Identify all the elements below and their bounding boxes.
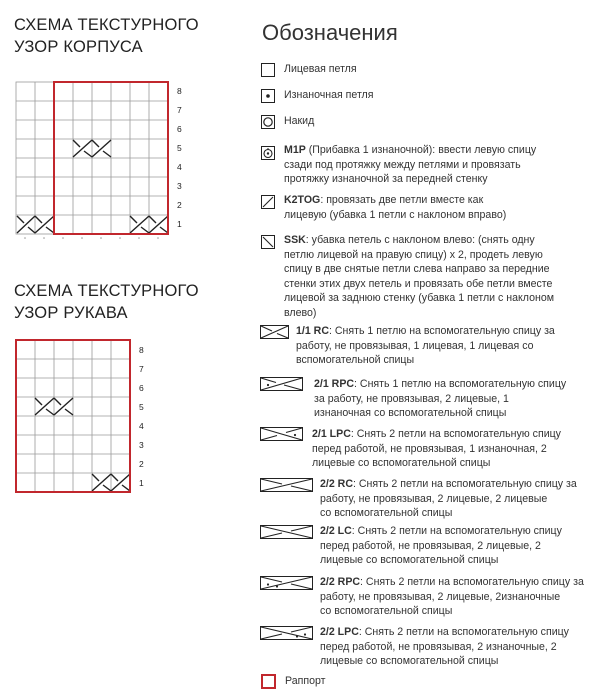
chart2-row-number: 4 [139, 421, 144, 431]
m1p-icon [261, 146, 275, 160]
chart1-row-number: 5 [177, 143, 182, 153]
chart1-bottom-ticks [24, 237, 159, 239]
chart2-row-number: 1 [139, 478, 144, 488]
cable-2-2-lpc-icon [260, 626, 315, 641]
cable-2-1-rpc-icon [260, 377, 305, 392]
chart1-row-number: 1 [177, 219, 182, 229]
legend-item-0: Лицевая петля [284, 63, 357, 75]
legend-title: Обозначения [262, 20, 398, 45]
chart1-row-number: 3 [177, 181, 182, 191]
yarn-over-icon [261, 115, 275, 129]
legend-item-2: Накид [284, 115, 315, 127]
chart2-row-number: 6 [139, 383, 144, 393]
cable-2-2-rc-icon [260, 478, 315, 493]
chart2-grid [16, 336, 136, 496]
k2tog-icon [261, 195, 275, 209]
purl-stitch-icon [261, 89, 275, 103]
cable-2-1-lpc-icon [260, 427, 305, 442]
chart2-cable-symbols [35, 398, 130, 491]
legend-item-6: 1/1 RC: Снять 1 петлю на вспомогательную спицу за работу, не провязывая, 1 лицевая, 1 лицевая со вспомогательной спицы [296, 325, 555, 367]
chart2-row-number: 8 [139, 345, 144, 355]
legend-item-9: 2/2 RC: Снять 2 петли на вспомогательную спицу за работу, не провязывая, 2 лицевые, 2 лицевые со вспомогательной спицы [320, 478, 577, 520]
chart1-row-number: 2 [177, 200, 182, 210]
legend-item-7: 2/1 RPC: Снять 1 петлю на вспомогательную спицу за работу, не провязывая, 2 лицевые, 1 изнаночная со вспомогательной спицы [314, 378, 567, 420]
chart2-row-number: 3 [139, 440, 144, 450]
legend-item-5: SSK: убавка петель с наклоном влево: (снять одну петлю лицевой на правую спицу) х 2, продеть левую спицу в две снятые петли слева направо за передние стенки этих двух петель и провязать обе петли вместе лицевой за заднюю стенку (убавка 1 петли с наклоном влево) [284, 234, 554, 319]
legend-item-4: K2TOG: провязать две петли вместе как лицевую (убавка 1 петли с наклоном вправо) [284, 194, 507, 221]
legend-item-10: 2/2 LC: Снять 2 петли на вспомогательную спицу перед работой, не провязывая, 2 лицевые, 2 лицевые со вспомогательной спицы [320, 525, 562, 567]
chart2-row-number: 7 [139, 364, 144, 374]
repeat-box-icon [261, 674, 277, 690]
cable-2-2-rpc-icon [260, 576, 315, 591]
legend-item-3: M1P (Прибавка 1 изнаночной): ввести левую спицу сзади под протяжку между петлями и провязать протяжку изнаночной за передней стенку [284, 144, 537, 186]
cable-2-2-lc-icon [260, 525, 315, 540]
chart1-row-number: 7 [177, 105, 182, 115]
chart2-row-number: 2 [139, 459, 144, 469]
legend-item-13: Раппорт [285, 675, 326, 687]
legend-item-12: 2/2 LPC: Снять 2 петли на вспомогательную спицу перед работой, не провязывая, 2 изнаночные, 2 лицевые со вспомогательной спицы [320, 626, 569, 668]
knit-stitch-icon [261, 63, 275, 77]
cable-1-1-rc-icon [260, 325, 290, 340]
chart1-cable-symbols [17, 140, 168, 233]
chart2-row-number: 5 [139, 402, 144, 412]
ssk-icon [261, 235, 275, 249]
chart1-title: СХЕМА ТЕКСТУРНОГО УЗОР КОРПУСА [14, 16, 199, 56]
legend-item-11: 2/2 RPC: Снять 2 петли на вспомогательную спицу за работу, не провязывая, 2 лицевые, 2изнаночные со вспомогательной спицы [320, 576, 584, 618]
chart1-grid [16, 78, 171, 238]
chart1-row-number: 8 [177, 86, 182, 96]
legend-item-8: 2/1 LPC: Снять 2 петли на вспомогательную спицу перед работой, не провязывая, 1 изнаночная, 2 лицевые со вспомогательной спицы [312, 428, 561, 470]
chart1-row-number: 4 [177, 162, 182, 172]
chart2-title: СХЕМА ТЕКСТУРНОГО УЗОР РУКАВА [14, 282, 199, 322]
legend-item-1: Изнаночная петля [284, 89, 374, 101]
chart1-row-number: 6 [177, 124, 182, 134]
